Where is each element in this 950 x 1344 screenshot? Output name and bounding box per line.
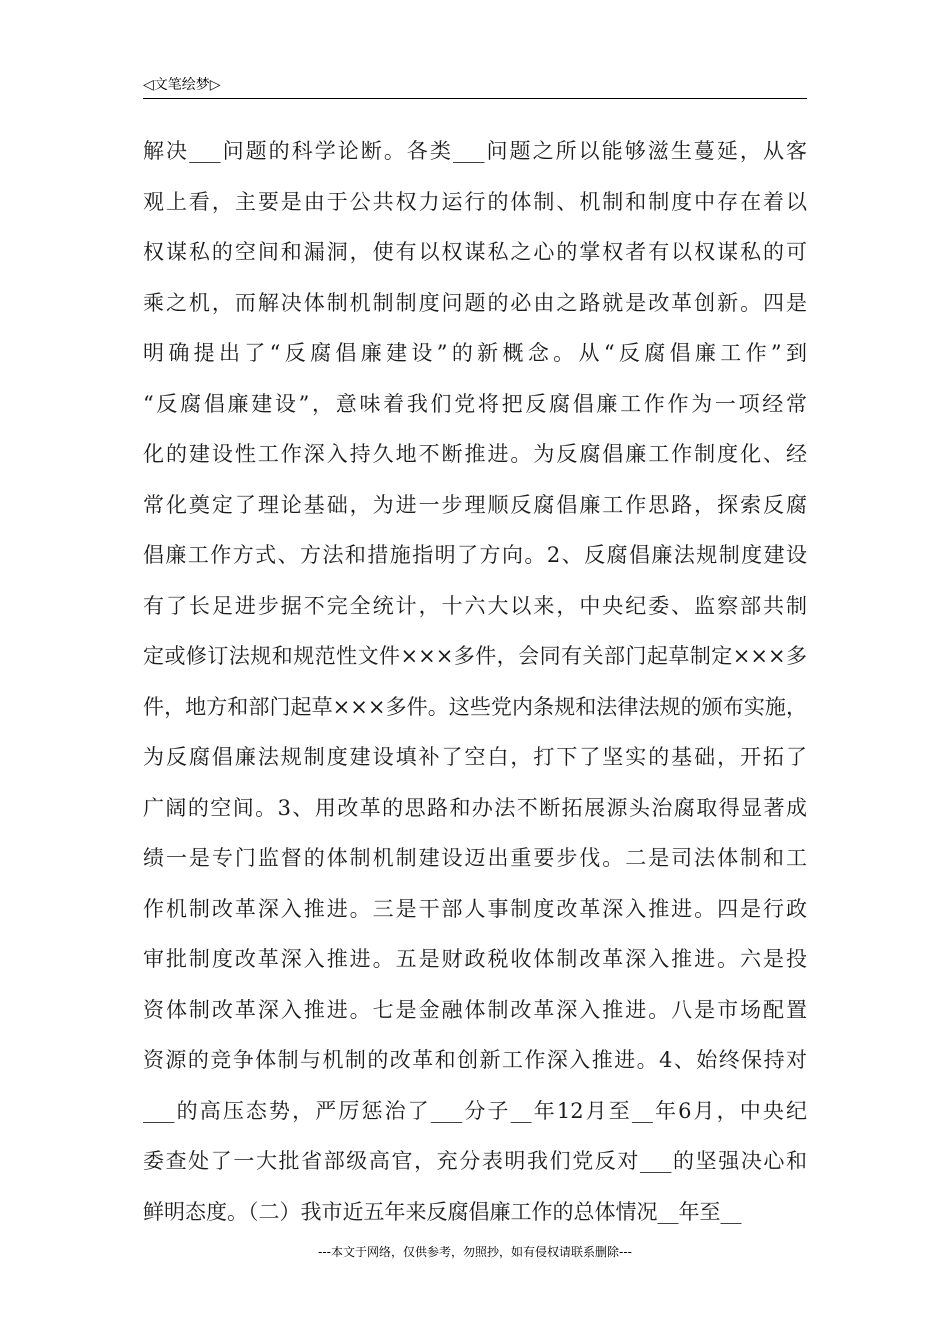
body-line-4: 乘之机，而解决体制机制制度问题的必由之路就是改革创新。四是 bbox=[143, 290, 807, 315]
body-line-11: 定或修订法规和规范性文件×××多件，会同有关部门起草制定×××多 bbox=[143, 644, 807, 668]
body-line-8: 常化奠定了理论基础，为进一步理顺反腐倡廉工作思路，探索反腐 bbox=[143, 492, 807, 517]
body-line-3: 权谋私的空间和漏洞，使有以权谋私之心的掌权者有以权谋私的可 bbox=[143, 240, 807, 264]
body-line-10: 有了长足进步据不完全统计，十六大以来，中央纪委、监察部共制 bbox=[143, 593, 807, 618]
body-line-7: 化的建设性工作深入持久地不断推进。为反腐倡廉工作制度化、经 bbox=[143, 442, 807, 466]
body-line-13: 为反腐倡廉法规制度建设填补了空白，打下了坚实的基础，开拓了 bbox=[143, 745, 807, 769]
body-line-5: 明确提出了“反腐倡廉建设”的新概念。从“反腐倡廉工作”到 bbox=[143, 341, 807, 365]
body-line-15: 绩一是专门监督的体制机制建设迈出重要步伐。二是司法体制和工 bbox=[143, 846, 807, 870]
body-line-18: 资体制改革深入推进。七是金融体制改革深入推进。八是市场配置 bbox=[143, 997, 807, 1022]
page-footer: ---本文于网络，仅供参考，勿照抄，如有侵权请联系删除--- bbox=[318, 1245, 632, 1259]
body-line-12: 件，地方和部门起草×××多件。这些党内条规和法律法规的颁布实施， bbox=[143, 694, 807, 719]
body-line-16: 作机制改革深入推进。三是干部人事制度改革深入推进。四是行政 bbox=[143, 896, 807, 921]
body-line-17: 审批制度改革深入推进。五是财政税收体制改革深入推进。六是投 bbox=[143, 947, 807, 971]
body-line-14: 广阔的空间。3、用改革的思路和办法不断拓展源头治腐取得显著成 bbox=[143, 795, 807, 820]
body-line-20: ___的高压态势，严厉惩治了___分子__年12月至__年6月，中央纪 bbox=[143, 1098, 807, 1123]
body-line-6: “反腐倡廉建设”，意味着我们党将把反腐倡廉工作作为一项经常 bbox=[143, 391, 807, 416]
header-title: ◁文笔绘梦▷ bbox=[143, 77, 221, 93]
body-line-21: 委查处了一大批省部级高官，充分表明我们党反对___的坚强决心和 bbox=[143, 1149, 807, 1173]
body-line-19: 资源的竞争体制与机制的改革和创新工作深入推进。4、始终保持对 bbox=[143, 1048, 807, 1072]
document-body bbox=[143, 126, 807, 1237]
body-line-22: 鲜明态度。（二）我市近五年来反腐倡廉工作的总体情况__年至__ bbox=[143, 1199, 742, 1224]
body-line-9: 倡廉工作方式、方法和措施指明了方向。2、反腐倡廉法规制度建设 bbox=[143, 543, 807, 567]
body-line-1: 解决___问题的科学论断。各类___问题之所以能够滋生蔓延，从客 bbox=[143, 139, 807, 163]
body-line-2: 观上看，主要是由于公共权力运行的体制、机制和制度中存在着以 bbox=[143, 189, 807, 214]
page-header bbox=[143, 74, 807, 99]
